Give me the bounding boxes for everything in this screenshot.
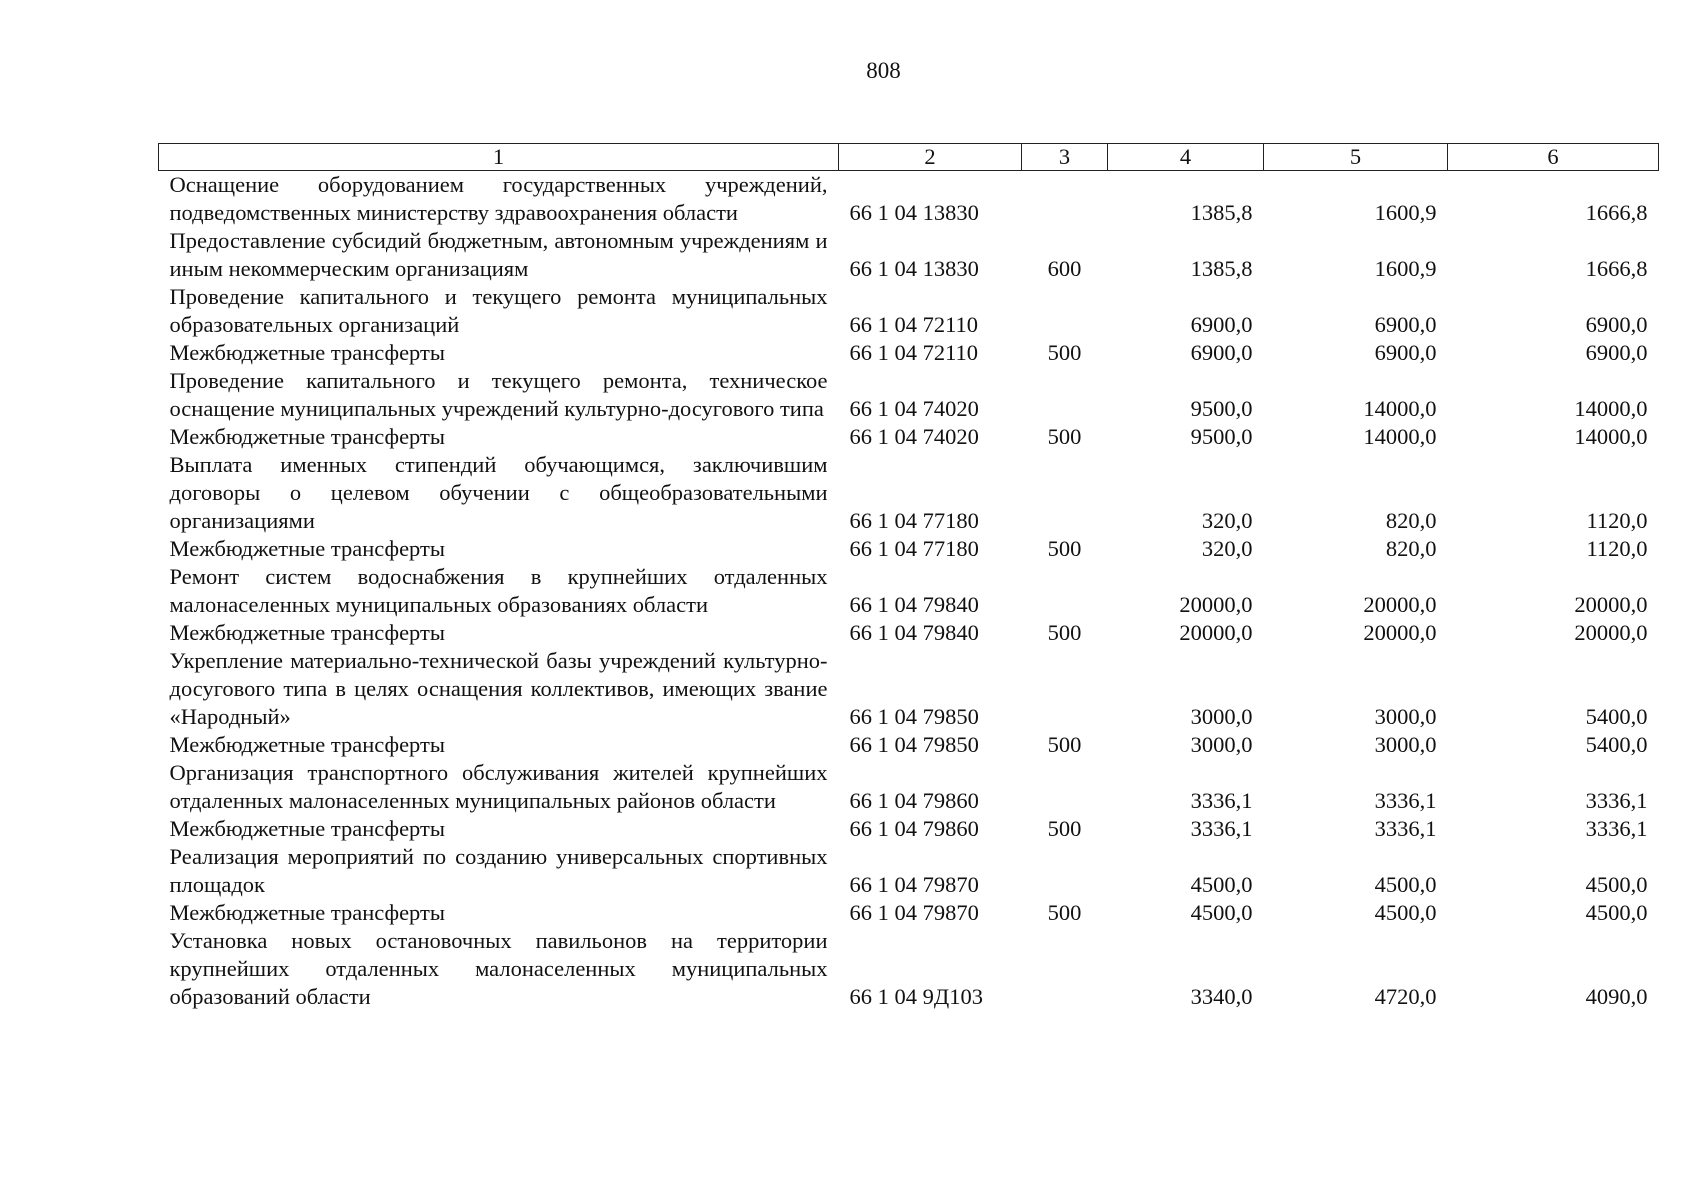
row-value-col4: 4500,0 [1190,900,1253,925]
row-name: Ремонт систем водоснабжения в крупнейших отдаленных малонаселенных муниципальных образованиях области [169,564,828,617]
row-name: Реализация мероприятий по созданию универсальных спортивных площадок [169,844,828,897]
table-header [159,144,1659,171]
row-value-col6: 4500,0 [1585,900,1648,925]
row-name: Межбюджетные трансферты [169,732,445,757]
row-code: 66 1 04 13830 [849,256,979,281]
row-value-col6: 1666,8 [1585,200,1648,225]
row-name: Проведение капитального и текущего ремонта муниципальных образовательных организаций [169,284,828,337]
row-value-col4: 9500,0 [1190,396,1253,421]
row-value-col6: 14000,0 [1574,396,1648,421]
row-name: Установка новых остановочных павильонов на территории крупнейших отдаленных малонаселенных муниципальных образований области [169,928,828,1009]
col-header-year3: 6 [1448,144,1659,171]
row-value-col5: 3336,1 [1374,816,1437,841]
table-row [159,423,1659,451]
row-expense-type [1022,451,1108,535]
row-code: 66 1 04 74020 [849,424,979,449]
row-code: 66 1 04 77180 [849,536,979,561]
row-value-col6: 14000,0 [1574,424,1648,449]
row-name: Межбюджетные трансферты [169,536,445,561]
row-value-col4: 20000,0 [1179,620,1253,645]
row-expense-type [1022,647,1108,731]
row-code: 66 1 04 77180 [849,508,979,533]
table-row [159,367,1659,423]
row-expense-type: 600 [1047,256,1082,281]
row-value-col5: 6900,0 [1374,312,1437,337]
col-header-year2: 5 [1264,144,1448,171]
table-row [159,451,1659,535]
row-value-col4: 4500,0 [1190,872,1253,897]
row-value-col5: 6900,0 [1374,340,1437,365]
row-expense-type: 500 [1047,900,1082,925]
row-expense-type [1022,759,1108,815]
row-value-col5: 3000,0 [1374,704,1437,729]
row-expense-type: 500 [1047,424,1082,449]
header-row [159,144,1659,171]
row-code: 66 1 04 79860 [849,788,979,813]
row-value-col6: 3336,1 [1585,788,1648,813]
row-value-col5: 20000,0 [1363,592,1437,617]
row-value-col4: 320,0 [1201,508,1253,533]
row-expense-type: 500 [1047,340,1082,365]
col-header-year1: 4 [1108,144,1264,171]
row-expense-type [1022,563,1108,619]
row-value-col4: 3336,1 [1190,788,1253,813]
row-expense-type: 500 [1047,816,1082,841]
row-name: Оснащение оборудованием государственных учреждений, подведомственных министерству здравоохранения области [169,172,828,225]
row-name: Межбюджетные трансферты [169,900,445,925]
row-code: 66 1 04 79860 [849,816,979,841]
table-row [159,647,1659,731]
row-value-col6: 4090,0 [1585,984,1648,1009]
row-name: Межбюджетные трансферты [169,424,445,449]
table-row [159,619,1659,647]
row-value-col4: 3000,0 [1190,704,1253,729]
row-expense-type [1022,283,1108,339]
row-value-col4: 20000,0 [1179,592,1253,617]
row-value-col6: 1120,0 [1586,536,1648,561]
row-value-col4: 6900,0 [1190,312,1253,337]
row-value-col5: 4500,0 [1374,872,1437,897]
table-body [159,171,1659,1012]
row-value-col6: 20000,0 [1574,592,1648,617]
table-row [159,731,1659,759]
row-code: 66 1 04 79870 [849,900,979,925]
table-row [159,227,1659,283]
row-name: Укрепление материально-технической базы учреждений культурно-досугового типа в целях оснащения коллективов, имеющих звание «Народный» [169,648,828,729]
row-value-col4: 9500,0 [1190,424,1253,449]
row-value-col4: 3336,1 [1190,816,1253,841]
row-code: 66 1 04 9Д103 [849,984,983,1009]
row-code: 66 1 04 79840 [849,592,979,617]
row-value-col4: 1385,8 [1190,200,1253,225]
row-code: 66 1 04 13830 [849,200,979,225]
row-expense-type [1022,367,1108,423]
row-code: 66 1 04 79840 [849,620,979,645]
table-row [159,171,1659,228]
row-value-col6: 4500,0 [1585,872,1648,897]
row-name: Межбюджетные трансферты [169,620,445,645]
row-code: 66 1 04 79850 [849,704,979,729]
row-value-col6: 1120,0 [1586,508,1648,533]
row-name: Межбюджетные трансферты [169,340,445,365]
row-value-col5: 3336,1 [1374,788,1437,813]
row-code: 66 1 04 79870 [849,872,979,897]
table-row [159,759,1659,815]
table-row [159,899,1659,927]
row-code: 66 1 04 72110 [849,340,979,365]
row-value-col6: 6900,0 [1585,340,1648,365]
row-code: 66 1 04 79850 [849,732,979,757]
col-header-type: 3 [1022,144,1108,171]
row-name: Проведение капитального и текущего ремонта, техническое оснащение муниципальных учреждений культурно-досугового типа [169,368,828,421]
row-value-col5: 14000,0 [1363,424,1437,449]
row-value-col5: 4720,0 [1374,984,1437,1009]
row-expense-type: 500 [1047,732,1082,757]
table-row [159,927,1659,1011]
row-value-col5: 1600,9 [1374,200,1437,225]
table-row [159,815,1659,843]
row-expense-type [1022,171,1108,228]
row-expense-type [1022,927,1108,1011]
row-value-col4: 6900,0 [1190,340,1253,365]
row-value-col6: 20000,0 [1574,620,1648,645]
row-value-col4: 1385,8 [1190,256,1253,281]
col-header-name: 1 [159,144,839,171]
row-value-col4: 3000,0 [1190,732,1253,757]
row-code: 66 1 04 74020 [849,396,979,421]
row-name: Предоставление субсидий бюджетным, автономным учреждениям и иным некоммерческим организациям [169,228,828,281]
row-expense-type [1022,843,1108,899]
row-name: Организация транспортного обслуживания жителей крупнейших отдаленных малонаселенных муниципальных районов области [169,760,828,813]
page-number: 808 [866,58,901,83]
row-value-col4: 320,0 [1201,536,1253,561]
row-value-col5: 3000,0 [1374,732,1437,757]
row-name: Межбюджетные трансферты [169,816,445,841]
row-value-col5: 820,0 [1385,508,1437,533]
row-value-col5: 4500,0 [1374,900,1437,925]
row-code: 66 1 04 72110 [849,312,979,337]
table-row [159,339,1659,367]
row-value-col6: 6900,0 [1585,312,1648,337]
table-row [159,283,1659,339]
row-value-col6: 1666,8 [1585,256,1648,281]
table-row [159,563,1659,619]
row-value-col5: 1600,9 [1374,256,1437,281]
row-name: Выплата именных стипендий обучающимся, заключившим договоры о целевом обучении с общеобразовательными организациями [169,452,828,533]
col-header-code: 2 [839,144,1022,171]
row-value-col5: 820,0 [1385,536,1437,561]
row-value-col5: 14000,0 [1363,396,1437,421]
row-value-col6: 5400,0 [1585,732,1648,757]
row-value-col6: 5400,0 [1585,704,1648,729]
row-value-col4: 3340,0 [1190,984,1253,1009]
row-expense-type: 500 [1047,536,1082,561]
table-row [159,535,1659,563]
row-value-col5: 20000,0 [1363,620,1437,645]
table-row [159,843,1659,899]
row-expense-type: 500 [1047,620,1082,645]
row-value-col6: 3336,1 [1585,816,1648,841]
budget-table [158,143,1659,1011]
